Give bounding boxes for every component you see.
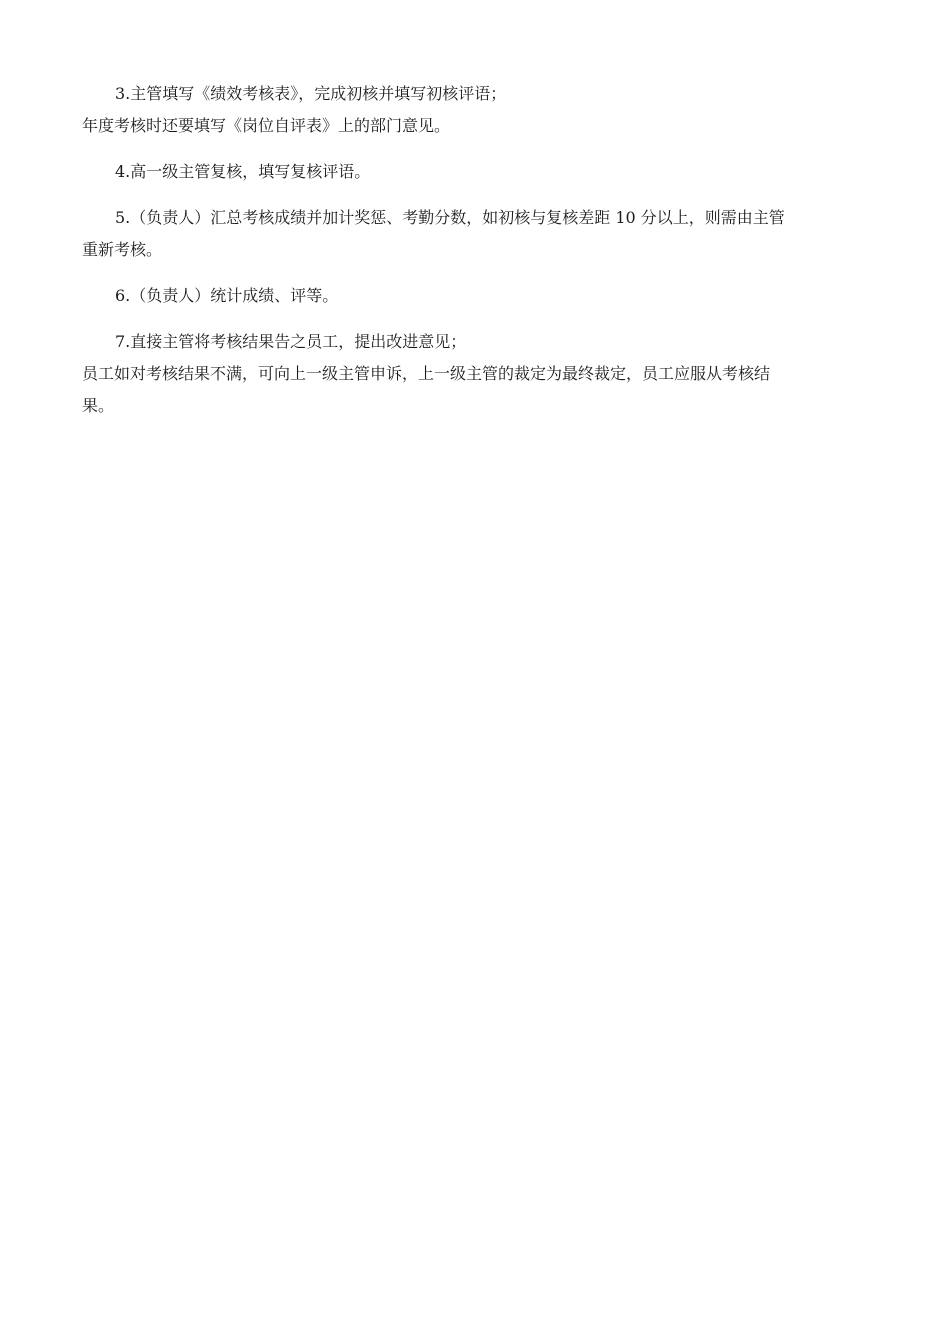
text-line: 4.高一级主管复核，填写复核评语。 [115, 162, 371, 181]
text-line: 重新考核。 [82, 240, 163, 259]
paragraph-step-4 [82, 156, 868, 188]
document-page [82, 78, 868, 436]
text-line: 年度考核时还要填写《岗位自评表》上的部门意见。 [82, 116, 451, 135]
paragraph-step-5 [82, 202, 868, 266]
paragraph-step-6 [82, 280, 868, 312]
paragraph-step-7 [82, 326, 868, 422]
paragraph-step-3 [82, 78, 868, 142]
text-line: 员工如对考核结果不满，可向上一级主管申诉，上一级主管的裁定为最终裁定，员工应服从考核结 [82, 364, 771, 383]
text-line: 7.直接主管将考核结果告之员工，提出改进意见； [115, 332, 467, 351]
text-line: 6.（负责人）统计成绩、评等。 [115, 286, 339, 305]
text-line: 5.（负责人）汇总考核成绩并加计奖惩、考勤分数，如初核与复核差距 10 分以上，则需由主管 [115, 208, 785, 227]
text-line: 3.主管填写《绩效考核表》，完成初核并填写初核评语； [115, 84, 507, 103]
text-line: 果。 [82, 396, 115, 415]
